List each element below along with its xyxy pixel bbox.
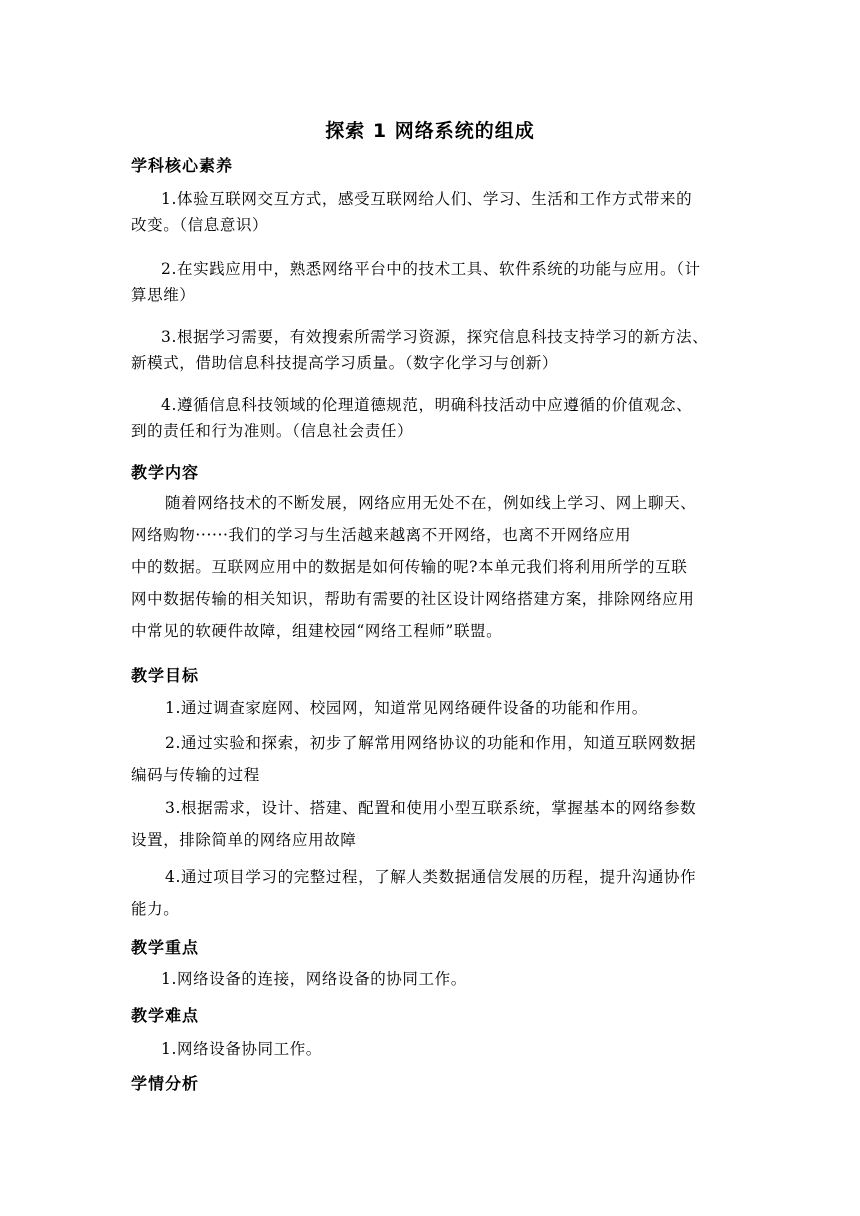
content-line-1: 随着网络技术的不断发展，网络应用无处不在，例如线上学习、网上聊天、 [165,494,697,512]
core-item-1-line-2: 改变。（信息意识） [131,216,269,234]
core-item-1 [131,186,731,238]
section-heading-learner-analysis: 学情分析 [131,1074,200,1093]
core-item-3-line-2: 新模式，借助信息科技提高学习质量。（数字化学习与创新） [131,354,558,372]
goal-item-2-line-1: 2.通过实验和探索，初步了解常用网络协议的功能和作用，知道互联网数据 [165,734,697,752]
core-item-3 [131,324,731,376]
page-title: 探索 1 网络系统的组成 [325,120,535,142]
goal-item-1 [131,695,731,721]
goal-item-3 [131,795,731,853]
key-point-line-1: 1.网络设备的连接，网络设备的协同工作。 [161,970,467,988]
goal-item-2 [131,730,731,788]
goal-item-4-line-2: 能力。 [131,900,180,918]
goal-item-2-line-2: 编码与传输的过程 [131,766,260,784]
teaching-content-paragraph [131,490,731,644]
section-heading-core-literacy: 学科核心素养 [131,156,234,175]
core-item-4-line-2: 到的责任和行为准则。（信息社会责任） [131,422,414,440]
goal-item-3-line-2: 设置，排除简单的网络应用故障 [131,831,357,849]
core-item-2-line-2: 算思维） [131,286,196,304]
core-item-4 [131,392,731,444]
content-line-3: 中的数据。互联网应用中的数据是如何传输的呢?本单元我们将利用所学的互联 [131,558,688,576]
core-item-2-line-1: 2.在实践应用中，熟悉网络平台中的技术工具、软件系统的功能与应用。（计 [161,260,701,278]
core-item-2 [131,256,731,308]
goal-item-4-line-1: 4.通过项目学习的完整过程，了解人类数据通信发展的历程，提升沟通协作 [165,868,697,886]
core-item-4-line-1: 4.遵循信息科技领域的伦理道德规范，明确科技活动中应遵循的价值观念、 [161,396,693,414]
goal-item-3-line-1: 3.根据需求，设计、搭建、配置和使用小型互联系统，掌握基本的网络参数 [165,799,697,817]
section-heading-teaching-goals: 教学目标 [131,666,200,685]
key-point-item-1 [131,966,731,992]
core-item-1-line-1: 1.体验互联网交互方式，感受互联网给人们、学习、生活和工作方式带来的 [161,190,693,208]
difficulty-item-1 [131,1036,731,1062]
goal-item-1-line-1: 1.通过调查家庭网、校园网，知道常见网络硬件设备的功能和作用。 [165,699,648,717]
content-line-5: 中常见的软硬件故障，组建校园“网络工程师”联盟。 [131,622,503,640]
goal-item-4 [131,864,731,922]
core-item-3-line-1: 3.根据学习需要，有效搜索所需学习资源，探究信息科技支持学习的新方法、 [161,328,709,346]
section-heading-teaching-content: 教学内容 [131,463,200,482]
section-heading-key-points: 教学重点 [131,938,200,957]
section-heading-difficulties: 教学难点 [131,1006,200,1025]
content-line-4: 网中数据传输的相关知识，帮助有需要的社区设计网络搭建方案，排除网络应用 [131,590,695,608]
difficulty-line-1: 1.网络设备协同工作。 [161,1040,322,1058]
content-line-2: 网络购物······我们的学习与生活越来越离不开网络，也离不开网络应用 [131,526,632,544]
